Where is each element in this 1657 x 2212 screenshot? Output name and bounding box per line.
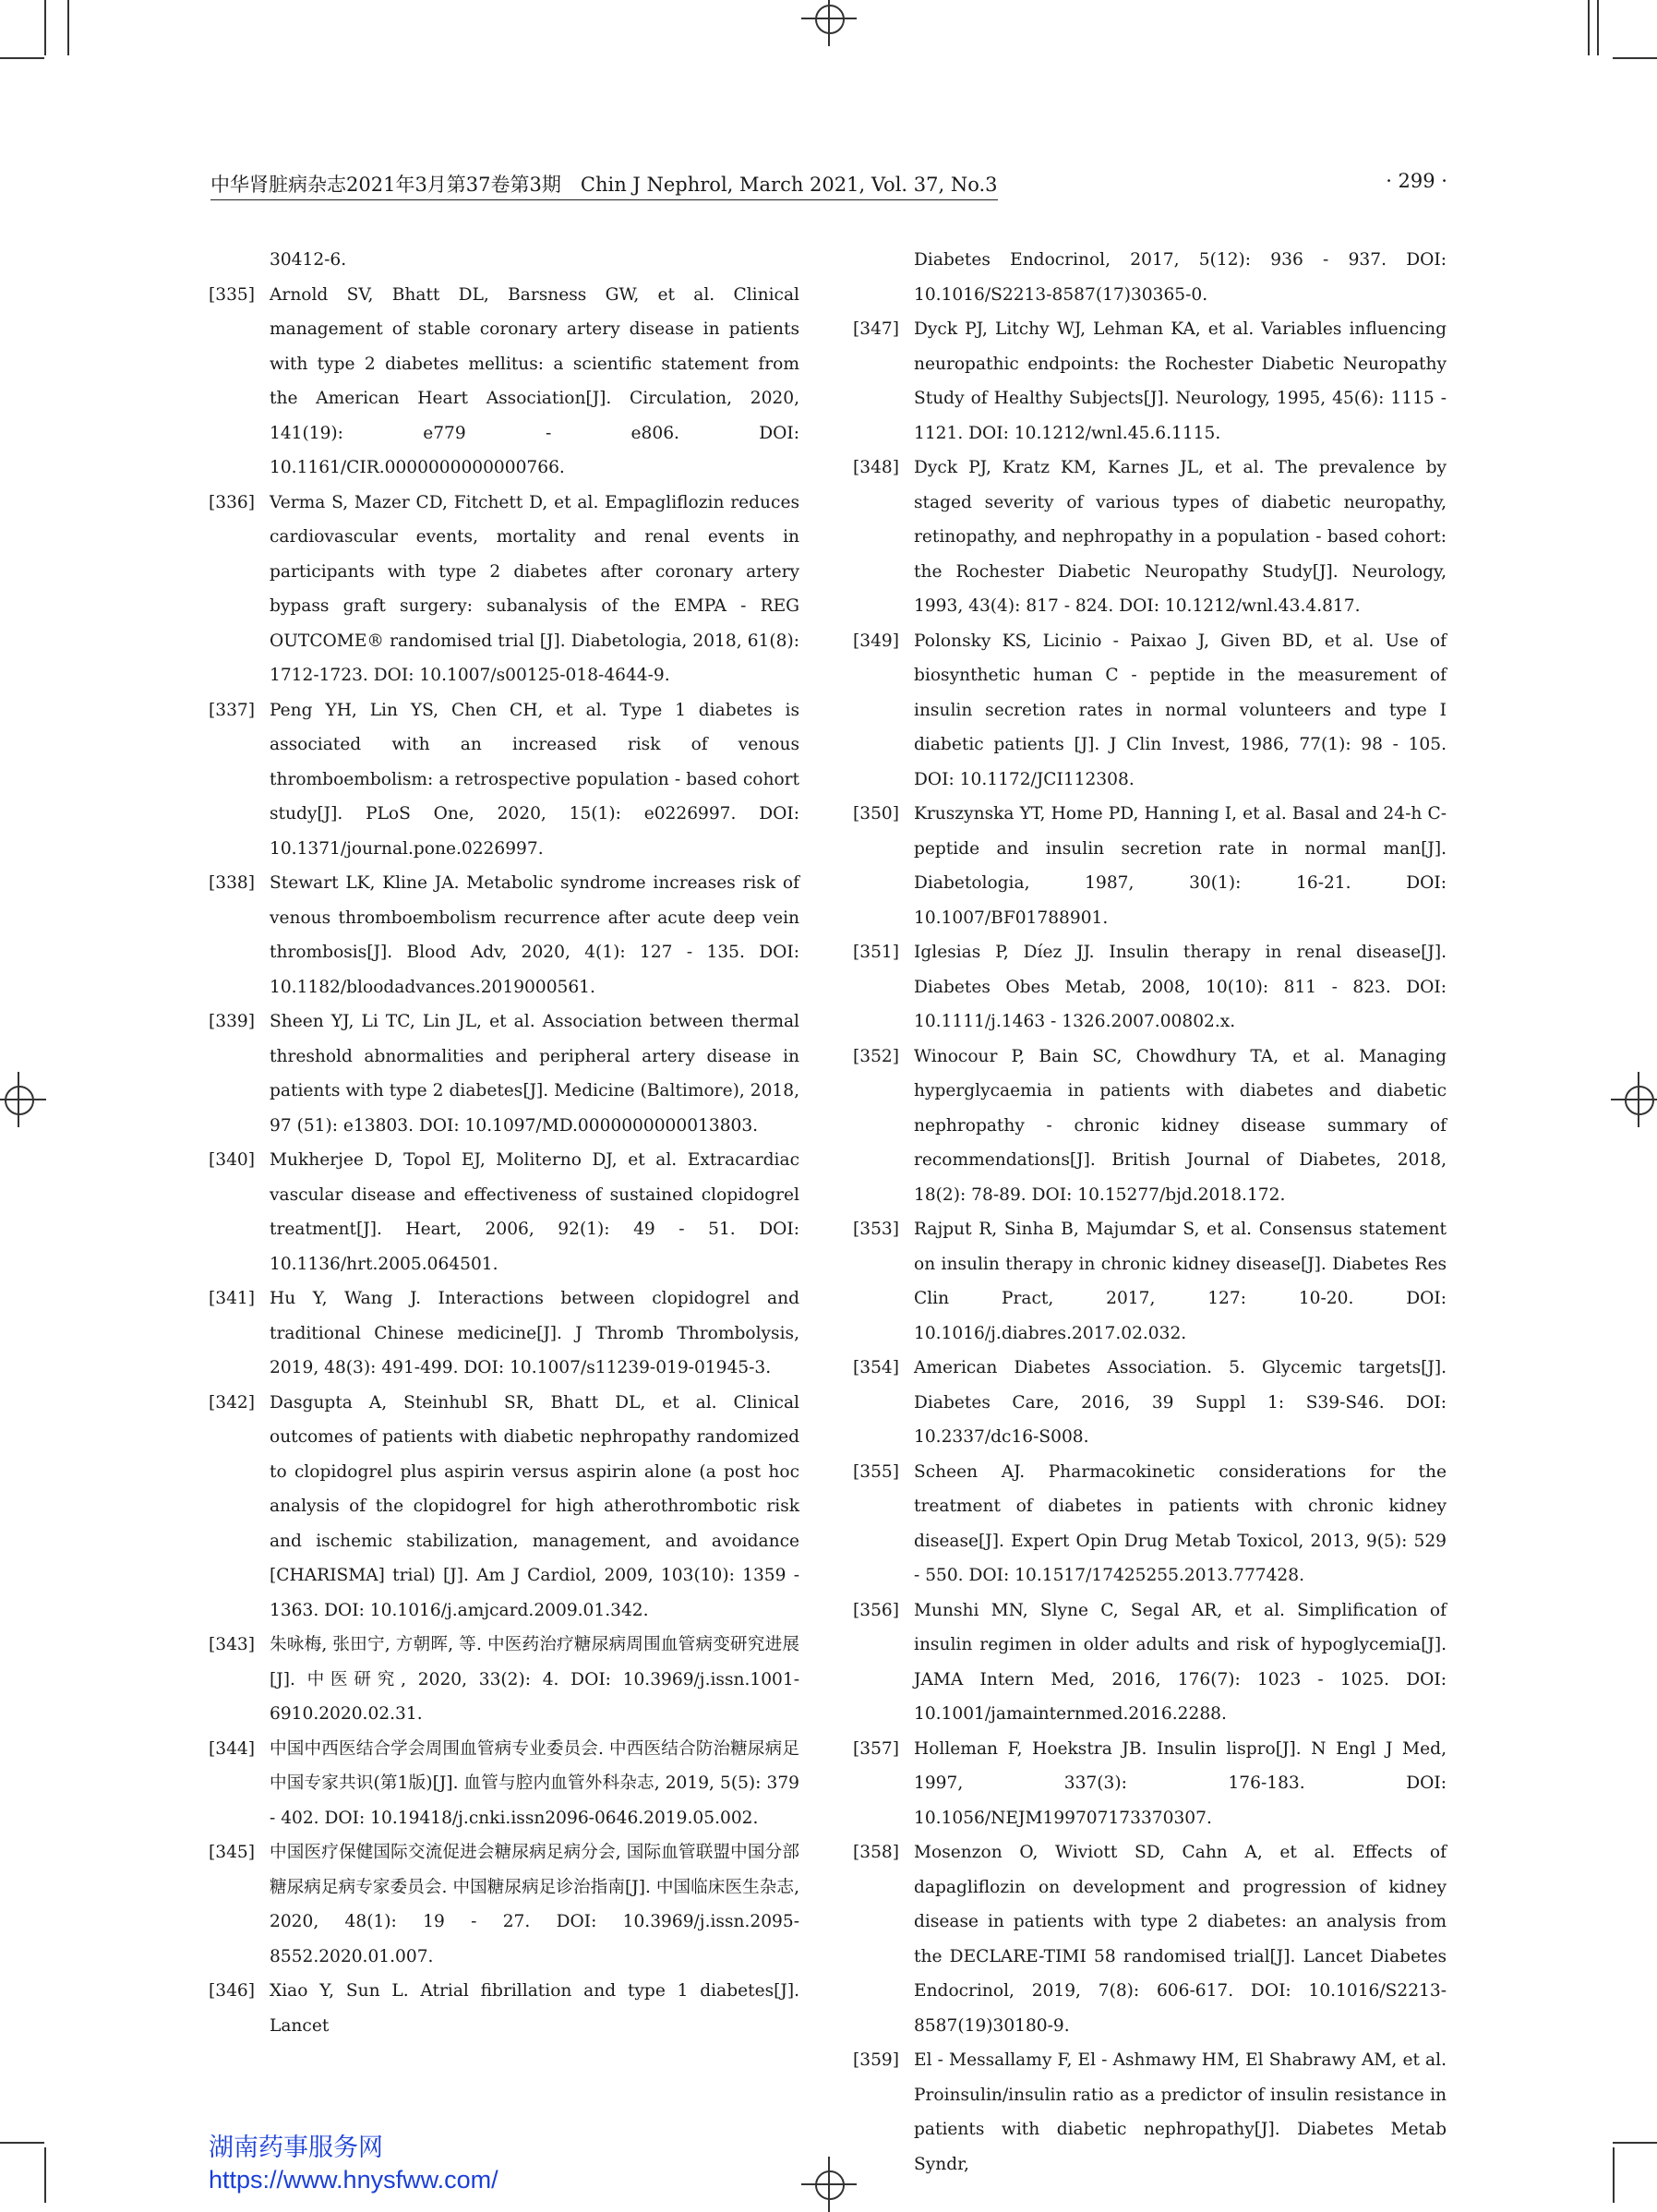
reference-entry [853, 451, 1447, 624]
journal-citation: 中华肾脏病杂志2021年3月第37卷第3期 Chin J Nephrol, March 2021, Vol. 37, No.3 [210, 170, 998, 200]
site-name: 湖南药事服务网 [209, 2134, 383, 2162]
crop-mark [44, 0, 46, 55]
reference-text: Xiao Y, Sun L. Atrial fibrillation and type 1 diabetes[J]. Lancet [270, 1981, 799, 2036]
reference-text: Mosenzon O, Wiviott SD, Cahn A, et al. Effects of dapagliflozin on development and progression of kidney disease in patients with type 2 diabetes: an analysis from the DECLARE-TIMI 58 randomised trial[J]. Lancet Diabetes Endocrinol, 2019, 7(8): 606-617. DOI: 10.1016/S2213-8587(19)30180-9. [914, 1843, 1447, 2036]
reference-number: [337] [209, 700, 255, 720]
crop-mark [1613, 57, 1657, 59]
reference-text: 中国中西医结合学会周围血管病专业委员会. 中西医结合防治糖尿病足中国专家共识(第1版)[J]. 血管与腔内血管外科杂志, 2019, 5(5): 379 - 402. DOI: 10.19418/j.cnki.issn2096-0646.2019.05.002. [270, 1738, 799, 1828]
reference-number: [351] [853, 943, 899, 962]
reference-entry [853, 624, 1447, 798]
reference-text: American Diabetes Association. 5. Glycemic targets[J]. Diabetes Care, 2016, 39 Suppl 1: S39-S46. DOI: 10.2337/dc16-S008. [914, 1358, 1447, 1447]
reference-entry [209, 866, 799, 1004]
reference-text: Munshi MN, Slyne C, Segal AR, et al. Simplification of insulin regimen in older adults and risk of hypoglycemia[J]. JAMA Intern Med, 2016, 176(7): 1023 - 1025. DOI: 10.1001/jamainternmed.2016.2288. [914, 1600, 1447, 1724]
reference-entry [853, 312, 1447, 451]
reference-text: Holleman F, Hoekstra JB. Insulin lispro[J]. N Engl J Med, 1997, 337(3): 176-183. DOI: 10.1056/NEJM199707173370307. [914, 1738, 1447, 1828]
reference-number: [335] [209, 284, 255, 305]
page-number: · 299 · [1386, 170, 1447, 192]
reference-number: [352] [853, 1046, 899, 1066]
reference-text: Verma S, Mazer CD, Fitchett D, et al. Empagliflozin reduces cardiovascular events, mortality and renal events in participants with type 2 diabetes after coronary artery bypass graft surgery: subanalysis of the EMPA - REG OUTCOME® randomised trial [J]. Diabetologia, 2018, 61(8): 1712-1723. DOI: 10.1007/s00125-018-4644-9. [270, 492, 799, 685]
reference-entry [209, 486, 799, 693]
reference-entry [209, 1628, 799, 1732]
reference-number: [355] [853, 1461, 899, 1482]
reference-text: Rajput R, Sinha B, Majumdar S, et al. Consensus statement on insulin therapy in chronic kidney disease[J]. Diabetes Res Clin Pract, 2017, 127: 10-20. DOI: 10.1016/j.diabres.2017.02.032. [914, 1220, 1447, 1343]
reference-column-left [209, 243, 799, 2043]
reference-entry [853, 797, 1447, 935]
reference-entry [209, 1732, 799, 1836]
reference-number: [336] [209, 492, 255, 512]
reference-entry [209, 1004, 799, 1143]
reference-number: [338] [209, 873, 255, 893]
crop-mark [1588, 0, 1590, 55]
reference-entry [853, 1455, 1447, 1593]
reference-number: [354] [853, 1358, 899, 1377]
reference-column-right [853, 243, 1447, 2182]
reference-number: [347] [853, 319, 899, 339]
crop-mark [1613, 2142, 1657, 2144]
reference-text: Dyck PJ, Kratz KM, Karnes JL, et al. The prevalence by staged severity of various types of diabetic neuropathy, retinopathy, and nephropathy in a population - based cohort: the Rochester Diabetic Neuropathy Study[J]. Neurology, 1993, 43(4): 817 - 824. DOI: 10.1212/wnl.43.4.817. [914, 458, 1447, 616]
reference-text: 中国医疗保健国际交流促进会糖尿病足病分会, 国际血管联盟中国分部糖尿病足病专家委员会. 中国糖尿病足诊治指南[J]. 中国临床医生杂志, 2020, 48(1): 19 - 27. DOI: 10.3969/j.issn.2095-8552.2020.01.007. [270, 1843, 799, 1966]
reference-entry [209, 1143, 799, 1281]
reference-number: [356] [853, 1600, 899, 1620]
reference-entry [853, 243, 1447, 312]
registration-mark-icon [801, 0, 857, 46]
registration-mark-icon [0, 1072, 46, 1127]
reference-text: Diabetes Endocrinol, 2017, 5(12): 936 - 937. DOI: 10.1016/S2213-8587(17)30365-0. [914, 250, 1447, 305]
reference-number: [353] [853, 1220, 899, 1239]
reference-entry [853, 1732, 1447, 1836]
reference-number: [345] [209, 1843, 255, 1862]
reference-text: 朱咏梅, 张田宁, 方朝晖, 等. 中医药治疗糖尿病周围血管病变研究进展[J]. 中医研究, 2020, 33(2): 4. DOI: 10.3969/j.issn.1001-6910.2020.02.31. [270, 1635, 799, 1724]
reference-number: [340] [209, 1150, 255, 1170]
reference-number: [358] [853, 1843, 899, 1862]
reference-text: Stewart LK, Kline JA. Metabolic syndrome increases risk of venous thromboembolism recurrence after acute deep vein thrombosis[J]. Blood Adv, 2020, 4(1): 127 - 135. DOI: 10.1182/bloodadvances.2019000561. [270, 873, 799, 997]
footer-watermark [209, 2133, 498, 2195]
reference-text: Iglesias P, Díez JJ. Insulin therapy in renal disease[J]. Diabetes Obes Metab, 2008, 10(10): 811 - 823. DOI: 10.1111/j.1463 - 1326.2007.00802.x. [914, 943, 1447, 1031]
reference-number: [339] [209, 1012, 255, 1031]
reference-entry [853, 1593, 1447, 1732]
running-header [210, 170, 1447, 198]
reference-number: [357] [853, 1738, 899, 1759]
reference-number: [350] [853, 804, 899, 823]
reference-text: Peng YH, Lin YS, Chen CH, et al. Type 1 diabetes is associated with an increased risk of venous thromboembolism: a retrospective population - based cohort study[J]. PLoS One, 2020, 15(1): e0226997. DOI: 10.1371/journal.pone.0226997. [270, 700, 799, 859]
reference-entry [209, 278, 799, 486]
reference-number: [348] [853, 458, 899, 477]
reference-entry [853, 935, 1447, 1040]
reference-entry [209, 1835, 799, 1974]
reference-entry [209, 243, 799, 278]
crop-mark [1597, 0, 1599, 55]
reference-entry [853, 1351, 1447, 1455]
reference-text: Dasgupta A, Steinhubl SR, Bhatt DL, et al. Clinical outcomes of patients with diabetic nephropathy randomized to clopidogrel plus aspirin versus aspirin alone (a post hoc analysis of the clopidogrel for high atherothrombotic risk and ischemic stabilization, management, and avoidance [CHARISMA] trial) [J]. Am J Cardiol, 2009, 103(10): 1359 - 1363. DOI: 10.1016/j.amjcard.2009.01.342. [270, 1392, 799, 1620]
reference-number: [344] [209, 1738, 255, 1759]
reference-text: Arnold SV, Bhatt DL, Barsness GW, et al. Clinical management of stable coronary artery disease in patients with type 2 diabetes mellitus: a scientific statement from the American Heart Association[J]. Circulation, 2020, 141(19): e779 - e806. DOI: 10.1161/CIR.0000000000000766. [270, 284, 799, 477]
crop-mark [1613, 2147, 1615, 2203]
crop-mark [0, 57, 44, 59]
reference-entry [853, 1212, 1447, 1351]
reference-text: El - Messallamy F, El - Ashmawy HM, El Shabrawy AM, et al. Proinsulin/insulin ratio as a predictor of insulin resistance in patients with diabetic nephropathy[J]. Diabetes Metab Syndr, [914, 2050, 1447, 2174]
reference-entry [209, 1974, 799, 2043]
reference-entry [209, 1281, 799, 1386]
reference-number: [343] [209, 1635, 255, 1654]
reference-number: [349] [853, 631, 899, 651]
reference-text: 30412-6. [270, 250, 347, 270]
reference-number: [346] [209, 1981, 255, 2001]
reference-entry [853, 2043, 1447, 2182]
reference-entry [209, 1386, 799, 1629]
reference-number: [359] [853, 2050, 899, 2070]
registration-mark-icon [801, 2157, 857, 2212]
reference-text: Polonsky KS, Licinio - Paixao J, Given BD, et al. Use of biosynthetic human C - peptide in the measurement of insulin secretion rates in normal volunteers and type I diabetic patients [J]. J Clin Invest, 1986, 77(1): 98 - 105. DOI: 10.1172/JCI112308. [914, 631, 1447, 789]
reference-text: Mukherjee D, Topol EJ, Moliterno DJ, et al. Extracardiac vascular disease and effectiveness of sustained clopidogrel treatment[J]. Heart, 2006, 92(1): 49 - 51. DOI: 10.1136/hrt.2005.064501. [270, 1150, 799, 1274]
crop-mark [44, 2147, 46, 2203]
crop-mark [0, 2142, 44, 2144]
reference-number: [341] [209, 1289, 255, 1308]
site-url-link[interactable]: https://www.hnysfww.com/ [209, 2166, 498, 2194]
reference-text: Winocour P, Bain SC, Chowdhury TA, et al. Managing hyperglycaemia in patients with diabetes and diabetic nephropathy - chronic kidney disease summary of recommendations[J]. British Journal of Diabetes, 2018, 18(2): 78-89. DOI: 10.15277/bjd.2018.172. [914, 1046, 1447, 1205]
reference-text: Scheen AJ. Pharmacokinetic considerations for the treatment of diabetes in patients with chronic kidney disease[J]. Expert Opin Drug Metab Toxicol, 2013, 9(5): 529 - 550. DOI: 10.1517/17425255.2013.777428. [914, 1461, 1447, 1585]
reference-number: [342] [209, 1392, 255, 1413]
reference-text: Kruszynska YT, Home PD, Hanning I, et al. Basal and 24-h C-peptide and insulin secretion rate in normal man[J]. Diabetologia, 1987, 30(1): 16-21. DOI: 10.1007/BF01788901. [914, 804, 1447, 928]
reference-text: Dyck PJ, Litchy WJ, Lehman KA, et al. Variables influencing neuropathic endpoints: the Rochester Diabetic Neuropathy Study of Healthy Subjects[J]. Neurology, 1995, 45(6): 1115 - 1121. DOI: 10.1212/wnl.45.6.1115. [914, 319, 1447, 443]
reference-entry [853, 1835, 1447, 2043]
reference-text: Sheen YJ, Li TC, Lin JL, et al. Association between thermal threshold abnormalities and peripheral artery disease in patients with type 2 diabetes[J]. Medicine (Baltimore), 2018, 97 (51): e13803. DOI: 10.1097/MD.0000000000013803. [270, 1012, 799, 1136]
reference-entry [209, 693, 799, 867]
registration-mark-icon [1611, 1072, 1657, 1127]
reference-entry [853, 1040, 1447, 1213]
reference-text: Hu Y, Wang J. Interactions between clopidogrel and traditional Chinese medicine[J]. J Thromb Thrombolysis, 2019, 48(3): 491-499. DOI: 10.1007/s11239-019-01945-3. [270, 1289, 799, 1377]
crop-mark [67, 0, 69, 55]
